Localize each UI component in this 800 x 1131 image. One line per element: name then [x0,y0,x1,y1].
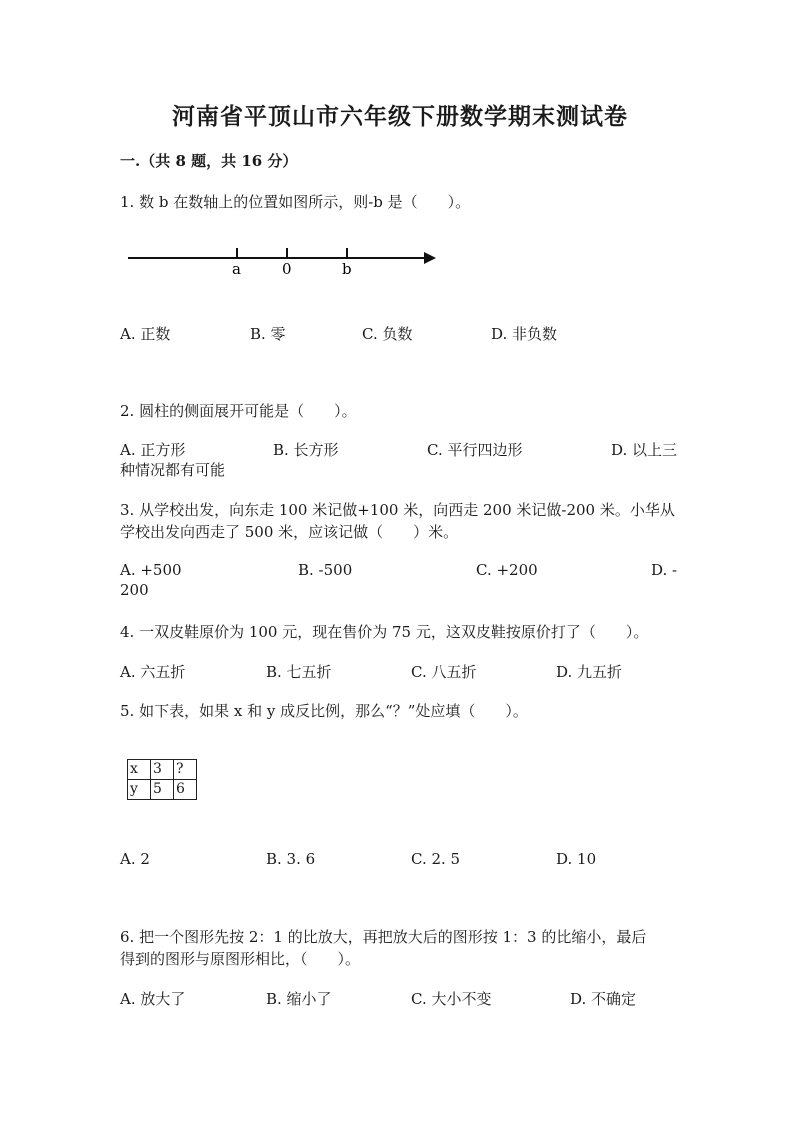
question-1-text: 1. 数 b 在数轴上的位置如图所示，则-b 是（ ）。 [120,193,471,211]
question-4-text: 4. 一双皮鞋原价为 100 元，现在售价为 75 元，这双皮鞋按原价打了（ ）。 [120,623,649,641]
q4-option-b: B. 七五折 [266,663,332,681]
q5-option-b: B. 3. 6 [266,850,316,868]
table-cell: 3 [151,760,174,780]
q2-option-d-continued: 种情况都有可能 [120,461,226,479]
number-line-arrow [424,252,436,264]
q6-option-a: A. 放大了 [120,990,186,1008]
q1-option-d: D. 非负数 [491,325,558,343]
table-row-y [128,780,197,800]
q5-option-c: C. 2. 5 [411,850,461,868]
q5-option-d: D. 10 [556,850,597,868]
q1-option-c: C. 负数 [362,325,413,343]
section-heading: 一.（共 8 题，共 16 分） [120,152,298,170]
table-cell: y [128,780,151,800]
label-b: b [342,260,352,278]
q3-option-d-continued: 200 [120,581,149,599]
q3-option-c: C. +200 [476,561,538,579]
q6-option-b: B. 缩小了 [266,990,332,1008]
question-6-text-line1: 6. 把一个图形先按 2：1 的比放大，再把放大后的图形按 1：3 的比缩小，最后 [120,928,647,946]
table-cell: ? [174,760,197,780]
label-zero: 0 [282,260,292,278]
q2-option-c: C. 平行四边形 [427,441,523,459]
q4-option-a: A. 六五折 [120,663,186,681]
q3-option-b: B. -500 [298,561,353,579]
number-line-figure [120,240,450,280]
label-a: a [232,260,241,278]
question-2-text: 2. 圆柱的侧面展开可能是（ ）。 [120,402,357,420]
question-3-text-line1: 3. 从学校出发，向东走 100 米记做+100 米，向西走 200 米记做-200 米。小华从 [120,501,675,519]
q2-option-d: D. 以上三 [611,441,678,459]
q6-option-d: D. 不确定 [570,990,637,1008]
q3-option-a: A. +500 [120,561,182,579]
xy-table [127,759,197,800]
q5-option-a: A. 2 [120,850,150,868]
table-cell: 6 [174,780,197,800]
question-3-text-line2: 学校出发向西走了 500 米，应该记做（ ）米。 [120,523,459,541]
table-cell: 5 [151,780,174,800]
table-row-x [128,760,197,780]
q1-option-a: A. 正数 [120,325,171,343]
question-6-text-line2: 得到的图形与原图形相比，（ ）。 [120,950,361,968]
question-5-text: 5. 如下表，如果 x 和 y 成反比例，那么“？”处应填（ ）。 [120,702,528,720]
q2-option-a: A. 正方形 [120,441,186,459]
table-cell: x [128,760,151,780]
q6-option-c: C. 大小不变 [411,990,492,1008]
q4-option-c: C. 八五折 [411,663,477,681]
q4-option-d: D. 九五折 [556,663,623,681]
q2-option-b: B. 长方形 [273,441,339,459]
page-title: 河南省平顶山市六年级下册数学期末测试卷 [172,103,628,130]
q3-option-d: D. - [651,561,678,579]
q1-option-b: B. 零 [250,325,286,343]
